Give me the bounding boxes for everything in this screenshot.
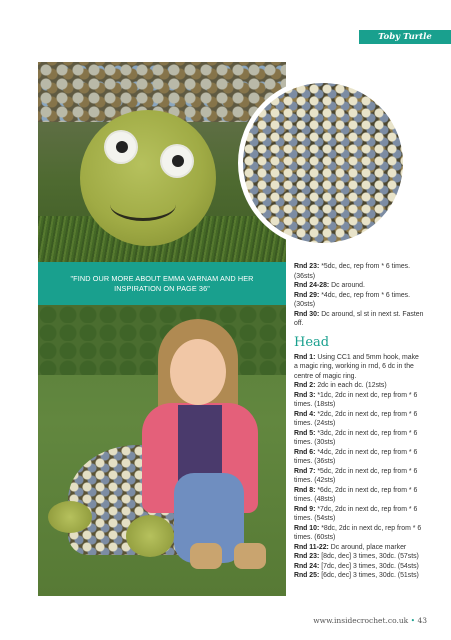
round-instruction: [6dc, dec] 3 times, 30dc. (51sts): [319, 572, 419, 579]
pattern-row: [294, 552, 424, 562]
pattern-row: [294, 381, 424, 391]
turtle-head: [80, 110, 216, 246]
pattern-row: [294, 543, 424, 553]
round-label: Rnd 11-22:: [294, 543, 329, 551]
round-instruction: *5dc, dec, rep from * 6 times. (36sts): [294, 263, 411, 280]
round-label: Rnd 23:: [294, 263, 320, 270]
girl-shoe-left: [190, 543, 222, 569]
pattern-row: [294, 353, 424, 382]
round-label: Rnd 30:: [294, 310, 320, 318]
pattern-row: [294, 505, 424, 524]
round-instruction: 2dc in each dc. (12sts): [315, 382, 387, 389]
body-pattern-rows: [294, 262, 424, 329]
pattern-row: [294, 281, 424, 291]
round-instruction: *8dc, 2dc in next dc, rep from * 6 times. (60sts): [294, 524, 422, 541]
round-label: Rnd 5:: [294, 429, 316, 437]
pattern-row: [294, 429, 424, 448]
round-instruction: [7dc, dec] 3 times, 30dc. (54sts): [319, 562, 419, 570]
page-footer: [313, 616, 427, 625]
round-instruction: *2dc, 2dc in next dc, rep from * 6 times. (24sts): [294, 410, 418, 427]
round-label: Rnd 29:: [294, 291, 320, 299]
yarn-closeup-inset: [238, 78, 408, 248]
round-instruction: *1dc, 2dc in next dc, rep from * 6 times. (18sts): [294, 391, 418, 408]
pattern-instructions: [294, 262, 424, 581]
pattern-row: [294, 571, 424, 581]
pattern-row: [294, 448, 424, 467]
round-instruction: *3dc, 2dc in next dc, rep from * 6 times. (30sts): [294, 429, 418, 446]
round-label: Rnd 9:: [294, 505, 316, 513]
round-label: Rnd 1:: [294, 353, 316, 361]
girl-with-turtle-photo: [38, 305, 286, 596]
round-label: Rnd 25:: [294, 572, 320, 579]
turtle-left-eye: [106, 132, 136, 162]
round-label: Rnd 8:: [294, 486, 316, 494]
round-instruction: Using CC1 and 5mm hook, make a magic ring, working in rnd, 6 dc in the centre of magic ring.: [294, 353, 419, 380]
round-instruction: Dc around, place marker: [328, 543, 407, 551]
round-instruction: *6dc, 2dc in next dc, rep from * 6 times. (48sts): [294, 486, 418, 503]
page-banner-title: Toby Turtle: [359, 30, 451, 44]
pattern-row: [294, 391, 424, 410]
round-instruction: Dc around.: [329, 282, 365, 289]
pattern-row: [294, 486, 424, 505]
round-instruction: *5dc, 2dc in next dc, rep from * 6 times. (42sts): [294, 467, 418, 484]
round-instruction: [8dc, dec] 3 times, 30dc. (57sts): [319, 553, 419, 560]
turtle-right-eye: [162, 146, 192, 176]
round-label: Rnd 7:: [294, 467, 316, 475]
footer-separator: •: [410, 616, 416, 625]
round-label: Rnd 24:: [294, 562, 320, 570]
pattern-row: [294, 262, 424, 281]
round-label: Rnd 3:: [294, 391, 316, 399]
pattern-row: [294, 410, 424, 429]
pull-quote-caption: "FIND OUR MORE ABOUT EMMA VARNAM AND HER INSPIRATION ON PAGE 36": [38, 262, 286, 305]
turtle-leg: [48, 501, 92, 533]
pattern-row: [294, 467, 424, 486]
pattern-row: [294, 310, 424, 329]
round-label: Rnd 23:: [294, 553, 320, 560]
round-label: Rnd 6:: [294, 448, 316, 456]
round-instruction: Dc around, sl st in next st. Fasten off.: [294, 310, 424, 327]
round-label: Rnd 24-28:: [294, 282, 330, 289]
pattern-row: [294, 524, 424, 543]
round-instruction: *4dc, dec, rep from * 6 times. (30sts): [294, 291, 411, 308]
round-label: Rnd 10:: [294, 524, 320, 532]
turtle-head-small: [126, 515, 174, 557]
pattern-row: [294, 562, 424, 572]
girl-face: [170, 339, 226, 405]
footer-url: www.insidecrochet.co.uk: [313, 616, 409, 625]
turtle-smile: [110, 188, 176, 221]
page-number: 43: [417, 616, 427, 625]
round-label: Rnd 4:: [294, 410, 316, 418]
pattern-row: [294, 291, 424, 310]
round-label: Rnd 2:: [294, 382, 316, 389]
round-instruction: *7dc, 2dc in next dc, rep from * 6 times. (54sts): [294, 505, 418, 522]
round-instruction: *4dc, 2dc in next dc, rep from * 6 times. (36sts): [294, 448, 418, 465]
head-pattern-rows: [294, 353, 424, 581]
girl-shoe-right: [234, 543, 266, 569]
section-heading-head: Head: [294, 334, 330, 350]
